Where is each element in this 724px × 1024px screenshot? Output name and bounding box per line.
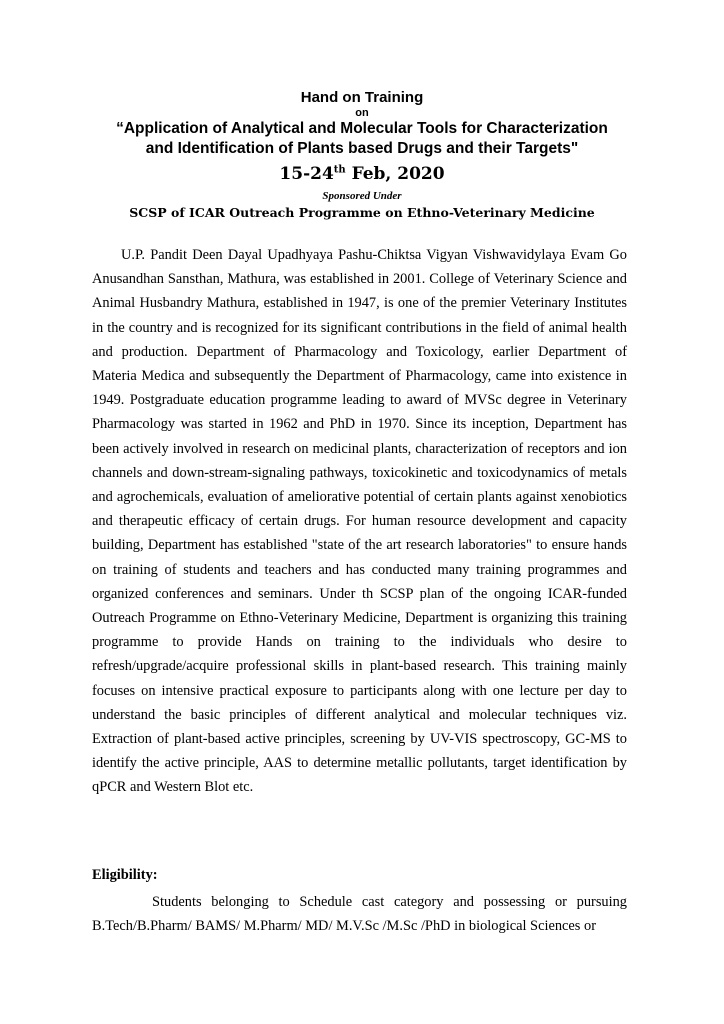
training-date <box>0 161 724 187</box>
eligibility-paragraph: Students belonging to Schedule cast category and possessing or pursuing B.Tech/B.Pharm/ BAMS/ M.Pharm/ MD/ M.V.Sc /M.Sc /PhD in biological Sciences or <box>92 894 627 935</box>
date-start: 15-24 <box>279 164 334 184</box>
eligibility-heading: Eligibility: <box>92 867 158 883</box>
training-title: Hand on Training <box>300 89 424 106</box>
sponsored-label: Sponsored Under <box>322 190 402 202</box>
training-topic-line-2: and Identification of Plants based Drugs and their Targets" <box>145 140 579 157</box>
date-ordinal: th <box>333 164 346 176</box>
intro-paragraph: U.P. Pandit Deen Dayal Upadhyaya Pashu-Chiktsa Vigyan Vishwavidylaya Evam Go Anusandhan Sansthan, Mathura, was established in 2001. College of Veterinary Science and Animal Husbandry Mathura, established in 1947, is one of the premier Veterinary Institutes in the country and is recognized for its significant contributions in the field of animal health and production. Department of Pharmacology and Toxicology, earlier Department of Materia Medica and subsequently the Department of Pharmacology, came into existence in 1949. Postgraduate education programme leading to award of MVSc degree in Veterinary Pharmacology was started in 1962 and PhD in 1970. Since its inception, Department has been actively involved in research on medicinal plants, characterization of receptors and ion channels and down-stream-signaling pathways, toxicokinetic and toxicodynamics of metals and agrochemicals, evaluation of ameliorative potential of certain plants against xenobiotics and therapeutic efficacy of certain drugs. For human resource development and capacity building, Department has established "state of the art research laboratories" to ensure hands on training of students and teachers and has conducted many training programmes and organized conferences and seminars. Under th SCSP plan of the ongoing ICAR-funded Outreach Programme on Ethno-Veterinary Medicine, Department is organizing this training programme to provide Hands on training to the individuals who desire to refresh/upgrade/acquire professional skills in plant-based research. This training mainly focuses on intensive practical exposure to participants along with one lecture per day to understand the basic principles of different analytical and molecular techniques viz. Extraction of plant-based active principles, screening by UV-VIS spectroscopy, GC-MS to identify the active principle, AAS to determine metallic pollutants, target identification by qPCR and Western Blot etc. <box>92 247 627 796</box>
sponsor-programme: SCSP of ICAR Outreach Programme on Ethno-Veterinary Medicine <box>129 205 595 220</box>
date-rest: Feb, 2020 <box>345 164 445 184</box>
title-connector: on <box>355 107 369 119</box>
document-header <box>0 88 724 223</box>
training-topic-line-1: “Application of Analytical and Molecular Tools for Characterization <box>116 120 608 137</box>
